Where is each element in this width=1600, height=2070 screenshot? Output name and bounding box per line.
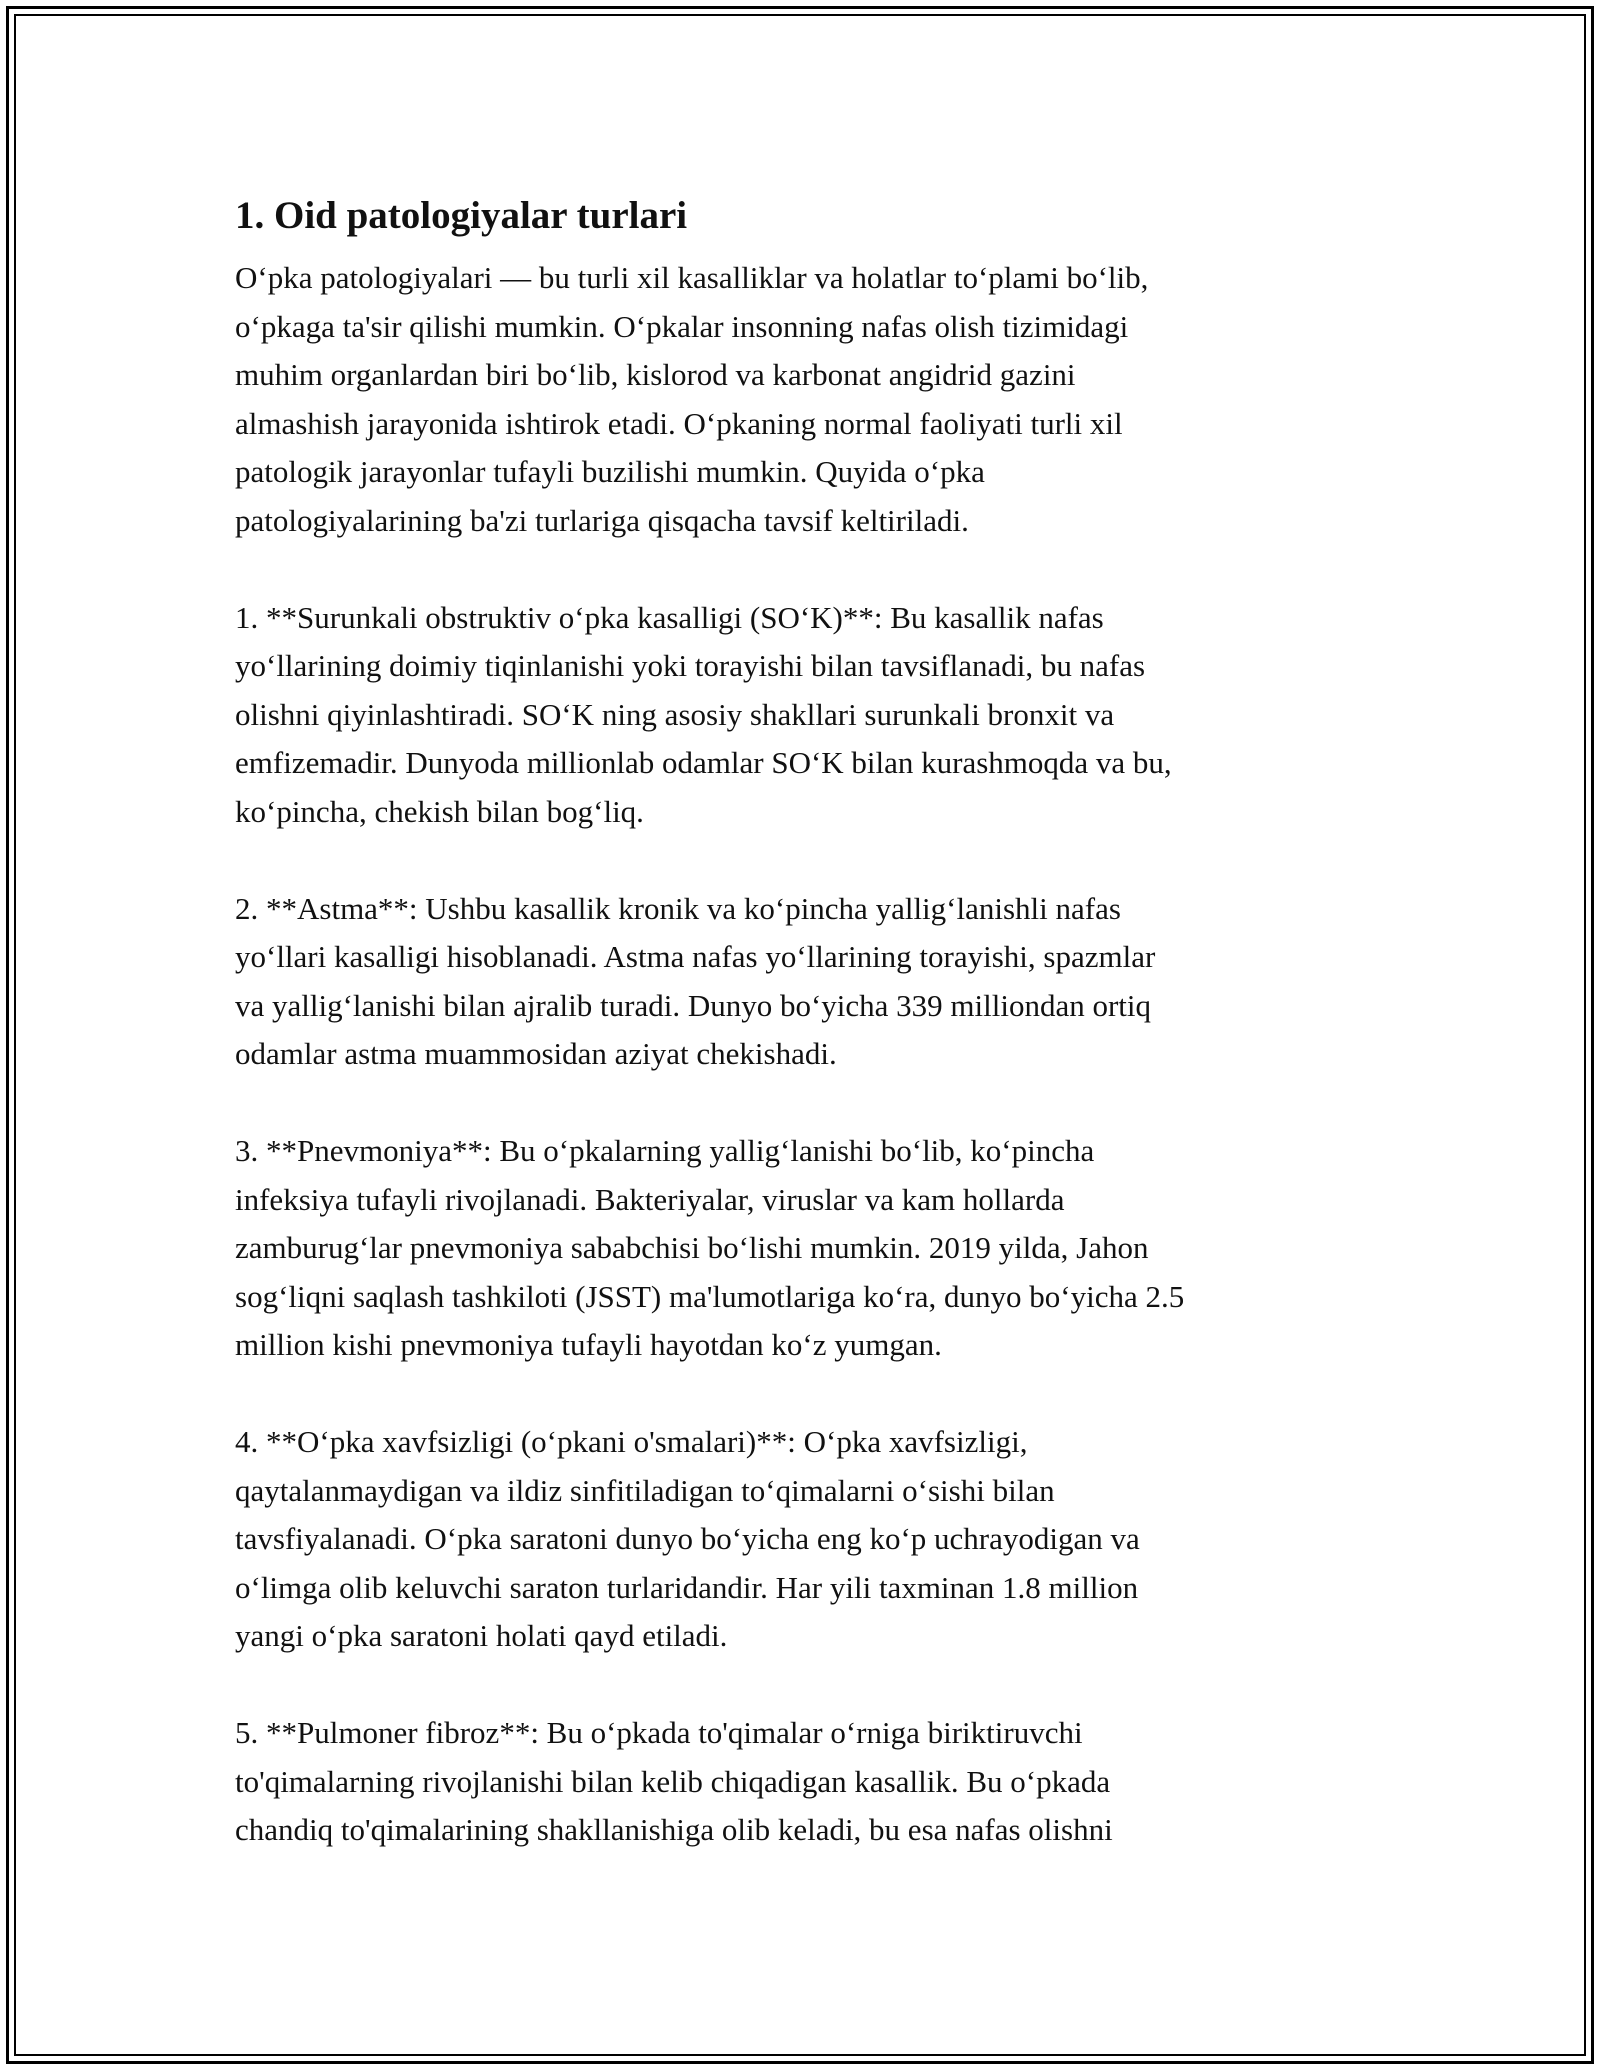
text-line: tavsfiyalanadi. O‘pka saratoni dunyo bo‘yicha eng ko‘p uchrayodigan va [235, 1521, 1140, 1556]
text-line: ko‘pincha, chekish bilan bog‘liq. [235, 793, 644, 829]
text-line: million kishi pnevmoniya tufayli hayotdan ko‘z yumgan. [235, 1327, 942, 1362]
text-line: va yallig‘lanishi bilan ajralib turadi. Dunyo bo‘yicha 339 milliondan ortiq [235, 987, 1152, 1023]
section-heading: 1. Oid patologiyalar turlari [235, 194, 688, 237]
text-line: patologik jarayonlar tufayli buzilishi mumkin. Quyida o‘pka [235, 454, 985, 489]
document-body [235, 186, 1385, 1903]
text-line: o‘pkaga ta'sir qilishi mumkin. O‘pkalar insonning nafas olish tizimidagi [235, 308, 1129, 344]
text-line: muhim organlardan biri bo‘lib, kislorod va karbonat angidrid gazini [235, 357, 1076, 392]
text-line: chandiq to'qimalarining shakllanishiga olib keladi, bu esa nafas olishni [235, 1812, 1113, 1847]
lung-tumor-paragraph [235, 1418, 1385, 1661]
text-line: O‘pka patologiyalari — bu turli xil kasalliklar va holatlar to‘plami bo‘lib, [235, 260, 1149, 295]
copd-paragraph [235, 594, 1385, 837]
text-line: infeksiya tufayli rivojlanadi. Bakteriyalar, viruslar va kam hollarda [235, 1181, 1065, 1217]
text-line: 4. **O‘pka xavfsizligi (o‘pkani o'smalari)**: O‘pka xavfsizligi, [235, 1424, 1028, 1459]
text-line: 3. **Pnevmoniya**: Bu o‘pkalarning yallig‘lanishi bo‘lib, ko‘pincha [235, 1133, 1095, 1168]
text-line: emfizemadir. Dunyoda millionlab odamlar SO‘K bilan kurashmoqda va bu, [235, 745, 1172, 780]
text-line: to'qimalarning rivojlanishi bilan kelib chiqadigan kasallik. Bu o‘pkada [235, 1763, 1111, 1799]
intro-paragraph [235, 254, 1385, 545]
fibrosis-paragraph [235, 1709, 1385, 1855]
pneumonia-paragraph [235, 1127, 1385, 1370]
text-line: 2. **Astma**: Ushbu kasallik kronik va ko‘pincha yallig‘lanishli nafas [235, 890, 1121, 926]
text-line: almashish jarayonida ishtirok etadi. O‘pkaning normal faoliyati turli xil [235, 405, 1123, 441]
text-line: sog‘liqni saqlash tashkiloti (JSST) ma'lumotlariga ko‘ra, dunyo bo‘yicha 2.5 [235, 1278, 1185, 1314]
text-line: o‘limga olib keluvchi saraton turlaridandir. Har yili taxminan 1.8 million [235, 1569, 1139, 1605]
text-line: zamburug‘lar pnevmoniya sababchisi bo‘lishi mumkin. 2019 yilda, Jahon [235, 1230, 1149, 1265]
text-line: yo‘llari kasalligi hisoblanadi. Astma nafas yo‘llarining torayishi, spazmlar [235, 939, 1156, 974]
text-line: qaytalanmaydigan va ildiz sinfitiladigan to‘qimalarni o‘sishi bilan [235, 1472, 1055, 1508]
text-line: yangi o‘pka saratoni holati qayd etiladi. [235, 1618, 728, 1653]
asthma-paragraph [235, 885, 1385, 1079]
text-line: patologiyalarining ba'zi turlariga qisqacha tavsif keltiriladi. [235, 502, 969, 538]
text-line: odamlar astma muammosidan aziyat chekishadi. [235, 1036, 837, 1071]
text-line: olishni qiyinlashtiradi. SO‘K ning asosiy shakllari surunkali bronxit va [235, 696, 1115, 732]
text-line: yo‘llarining doimiy tiqinlanishi yoki torayishi bilan tavsiflanadi, bu nafas [235, 648, 1146, 683]
text-line: 5. **Pulmoner fibroz**: Bu o‘pkada to'qimalar o‘rniga biriktiruvchi [235, 1715, 1083, 1750]
text-line: 1. **Surunkali obstruktiv o‘pka kasalligi (SO‘K)**: Bu kasallik nafas [235, 599, 1104, 635]
